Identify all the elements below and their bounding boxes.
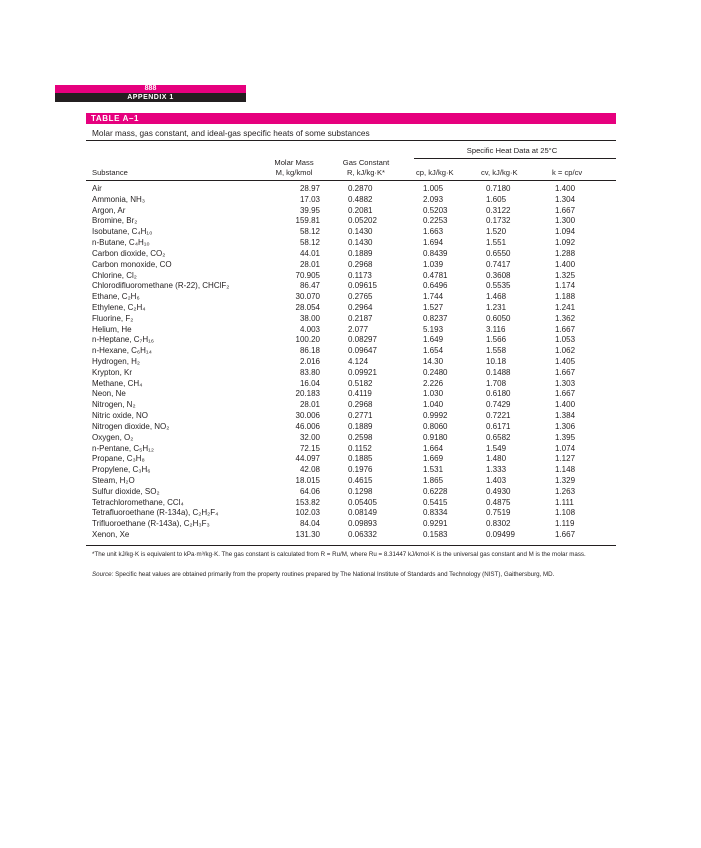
gas-constant-cell: 0.09893 (348, 519, 377, 529)
substance-cell: Nitric oxide, NO (92, 411, 149, 421)
k-ratio-cell: 1.263 (555, 486, 576, 496)
group-underline (414, 158, 616, 159)
gas-constant-cell: 0.1173 (348, 270, 372, 280)
cp-cell: 14.30 (423, 357, 444, 366)
k-ratio-cell: 1.241 (555, 302, 576, 312)
cv-cell: 1.566 (486, 335, 507, 345)
header-cp: cp, kJ/kg·K (416, 168, 454, 177)
header-gas-const-1: Gas Constant (342, 158, 390, 167)
cv-cell: 0.8302 (486, 519, 511, 529)
gas-constant-cell: 0.1885 (348, 454, 373, 464)
k-ratio-cell: 1.400 (555, 259, 576, 269)
data-table-body (0, 184, 701, 541)
cp-cell: 1.694 (423, 238, 444, 248)
molar-mass-cell: 20.183 (295, 389, 320, 399)
page-number: 888 (55, 85, 246, 93)
table-row (0, 422, 701, 433)
k-ratio-cell: 1.094 (555, 227, 576, 237)
cv-cell: 0.1488 (486, 367, 511, 377)
table-row (0, 508, 701, 519)
cv-cell: 0.3122 (486, 205, 511, 215)
molar-mass-cell: 46.006 (295, 421, 320, 431)
k-ratio-cell: 1.119 (555, 519, 575, 529)
cv-cell: 0.5535 (486, 281, 511, 291)
table-row (0, 498, 701, 509)
k-ratio-cell: 1.062 (555, 346, 576, 356)
cp-cell: 2.093 (423, 194, 444, 204)
molar-mass-cell: 18.015 (295, 475, 320, 485)
k-ratio-cell: 1.108 (555, 508, 576, 518)
k-ratio-cell: 1.303 (555, 378, 576, 388)
table-row (0, 314, 701, 325)
cv-cell: 1.549 (486, 443, 507, 453)
cv-cell: 0.09499 (486, 530, 515, 539)
molar-mass-cell: 17.03 (299, 194, 320, 204)
table-row (0, 303, 701, 314)
substance-cell: Argon, Ar (92, 205, 126, 215)
cp-cell: 1.663 (423, 227, 444, 237)
header-cv: cv, kJ/kg·K (481, 168, 518, 177)
molar-mass-cell: 2.016 (299, 357, 320, 366)
gas-constant-cell: 0.2771 (348, 411, 373, 421)
table-row (0, 249, 701, 260)
substance-cell: Neon, Ne (92, 389, 126, 399)
cv-cell: 1.480 (486, 454, 507, 464)
cv-cell: 0.6050 (486, 313, 511, 323)
table-row (0, 444, 701, 455)
molar-mass-cell: 58.12 (299, 238, 320, 248)
table-row (0, 476, 701, 487)
k-ratio-cell: 1.362 (555, 313, 576, 323)
molar-mass-cell: 39.95 (299, 205, 320, 215)
gas-constant-cell: 0.2964 (348, 302, 373, 312)
gas-constant-cell: 0.4119 (348, 389, 372, 399)
cp-cell: 1.744 (423, 292, 444, 302)
cv-cell: 3.116 (486, 324, 506, 334)
gas-constant-cell: 0.5182 (348, 378, 373, 388)
gas-constant-cell: 0.06332 (348, 530, 377, 539)
cv-cell: 1.231 (486, 302, 507, 312)
molar-mass-cell: 4.003 (299, 324, 320, 334)
molar-mass-cell: 102.03 (295, 508, 320, 518)
cv-cell: 0.4875 (486, 497, 511, 507)
cv-cell: 0.1732 (486, 216, 511, 226)
cv-cell: 0.6550 (486, 248, 511, 258)
cp-cell: 0.9992 (423, 411, 448, 421)
gas-constant-cell: 0.08297 (348, 335, 377, 345)
k-ratio-cell: 1.395 (555, 432, 576, 442)
molar-mass-cell: 44.097 (295, 454, 320, 464)
table-row (0, 454, 701, 465)
k-ratio-cell: 1.400 (555, 184, 576, 193)
header-rule (86, 180, 616, 181)
substance-cell: Propylene, C₃H₆ (92, 465, 151, 475)
substance-cell: Isobutane, C₄H₁₀ (92, 227, 153, 237)
k-ratio-cell: 1.667 (555, 367, 576, 377)
cp-cell: 0.8060 (423, 421, 448, 431)
cp-cell: 0.8334 (423, 508, 448, 518)
cp-cell: 0.5415 (423, 497, 448, 507)
substance-cell: Chlorodifluoromethane (R-22), CHClF₂ (92, 281, 230, 291)
cp-cell: 1.531 (423, 465, 444, 475)
molar-mass-cell: 44.01 (299, 248, 320, 258)
table-label: TABLE A–1 (86, 113, 616, 124)
k-ratio-cell: 1.111 (555, 497, 574, 507)
table-row (0, 519, 701, 530)
cp-cell: 1.865 (423, 475, 444, 485)
molar-mass-cell: 100.20 (295, 335, 320, 345)
substance-cell: Tetrachloromethane, CCl₄ (92, 497, 184, 507)
molar-mass-cell: 159.81 (295, 216, 320, 226)
table-row (0, 325, 701, 336)
cp-cell: 0.5203 (423, 205, 448, 215)
gas-constant-cell: 0.1298 (348, 486, 373, 496)
substance-cell: Steam, H₂O (92, 475, 135, 485)
substance-cell: Xenon, Xe (92, 530, 130, 539)
cp-cell: 1.654 (423, 346, 444, 356)
substance-cell: Chlorine, Cl₂ (92, 270, 137, 280)
k-ratio-cell: 1.074 (555, 443, 576, 453)
table-row (0, 465, 701, 476)
table-row (0, 433, 701, 444)
molar-mass-cell: 83.80 (299, 367, 320, 377)
substance-cell: n-Heptane, C₇H₁₆ (92, 335, 155, 345)
cv-cell: 0.6180 (486, 389, 511, 399)
table-row (0, 487, 701, 498)
gas-constant-cell: 0.4882 (348, 194, 373, 204)
cp-cell: 0.6228 (423, 486, 448, 496)
cv-cell: 0.4930 (486, 486, 511, 496)
substance-cell: Fluorine, F₂ (92, 313, 134, 323)
substance-cell: Bromine, Br₂ (92, 216, 138, 226)
k-ratio-cell: 1.400 (555, 400, 576, 410)
k-ratio-cell: 1.667 (555, 205, 576, 215)
cv-cell: 1.333 (486, 465, 507, 475)
molar-mass-cell: 70.905 (295, 270, 320, 280)
cp-cell: 1.030 (423, 389, 444, 399)
substance-cell: Air (92, 184, 102, 193)
k-ratio-cell: 1.092 (555, 238, 576, 248)
header-gas-const-2: R, kJ/kg·K* (347, 168, 385, 177)
cp-cell: 0.2480 (423, 367, 448, 377)
k-ratio-cell: 1.329 (555, 475, 576, 485)
gas-constant-cell: 4.124 (348, 357, 369, 366)
molar-mass-cell: 42.08 (299, 465, 320, 475)
cp-cell: 2.226 (423, 378, 444, 388)
k-ratio-cell: 1.667 (555, 389, 576, 399)
molar-mass-cell: 86.18 (299, 346, 320, 356)
gas-constant-cell: 0.1976 (348, 465, 373, 475)
table-row (0, 292, 701, 303)
table-row (0, 281, 701, 292)
cv-cell: 0.7221 (486, 411, 511, 421)
k-ratio-cell: 1.304 (555, 194, 576, 204)
k-ratio-cell: 1.325 (555, 270, 576, 280)
table-row (0, 379, 701, 390)
molar-mass-cell: 30.006 (295, 411, 320, 421)
substance-cell: Propane, C₃H₈ (92, 454, 145, 464)
cv-cell: 1.605 (486, 194, 507, 204)
top-rule (86, 140, 616, 141)
table-caption: Molar mass, gas constant, and ideal-gas specific heats of some substances (92, 128, 370, 138)
cp-cell: 0.9180 (423, 432, 448, 442)
cp-cell: 0.9291 (423, 519, 448, 529)
cp-cell: 0.1583 (423, 530, 448, 539)
table-row (0, 530, 701, 541)
cp-cell: 0.2253 (423, 216, 448, 226)
cp-cell: 1.664 (423, 443, 444, 453)
molar-mass-cell: 58.12 (299, 227, 320, 237)
substance-cell: n-Hexane, C₆H₁₄ (92, 346, 152, 356)
header-k: k = cp/cv (552, 168, 583, 177)
header-specific-heat-group: Specific Heat Data at 25°C (466, 146, 558, 155)
k-ratio-cell: 1.053 (555, 335, 576, 345)
molar-mass-cell: 28.97 (299, 184, 320, 193)
source-label: Source: (92, 571, 114, 578)
molar-mass-cell: 86.47 (299, 281, 320, 291)
table-row (0, 346, 701, 357)
cp-cell: 0.8237 (423, 313, 448, 323)
cv-cell: 1.558 (486, 346, 507, 356)
k-ratio-cell: 1.188 (555, 292, 576, 302)
k-ratio-cell: 1.667 (555, 324, 576, 334)
cp-cell: 0.8439 (423, 248, 448, 258)
molar-mass-cell: 153.82 (295, 497, 320, 507)
gas-constant-cell: 0.1430 (348, 238, 373, 248)
cv-cell: 1.551 (486, 238, 507, 248)
substance-cell: Methane, CH₄ (92, 378, 143, 388)
gas-constant-cell: 0.1889 (348, 248, 373, 258)
table-row (0, 260, 701, 271)
k-ratio-cell: 1.127 (555, 454, 576, 464)
gas-constant-cell: 0.05202 (348, 216, 377, 226)
table-row (0, 400, 701, 411)
header-molar-mass-2: M, kg/kmol (275, 168, 313, 177)
molar-mass-cell: 32.00 (299, 432, 320, 442)
substance-cell: Krypton, Kr (92, 367, 133, 377)
table-row (0, 238, 701, 249)
substance-cell: Oxygen, O₂ (92, 432, 134, 442)
cp-cell: 1.040 (423, 400, 444, 410)
cp-cell: 5.193 (423, 324, 444, 334)
cv-cell: 0.7519 (486, 508, 511, 518)
gas-constant-cell: 0.2187 (348, 313, 373, 323)
cv-cell: 1.468 (486, 292, 507, 302)
table-row (0, 227, 701, 238)
k-ratio-cell: 1.300 (555, 216, 576, 226)
substance-cell: Sulfur dioxide, SO₂ (92, 486, 160, 496)
substance-cell: Ethane, C₂H₆ (92, 292, 140, 302)
k-ratio-cell: 1.174 (555, 281, 576, 291)
table-row (0, 368, 701, 379)
gas-constant-cell: 0.2870 (348, 184, 373, 193)
substance-cell: Nitrogen dioxide, NO₂ (92, 421, 170, 431)
substance-cell: n-Butane, C₄H₁₀ (92, 238, 150, 248)
cv-cell: 0.3608 (486, 270, 511, 280)
molar-mass-cell: 30.070 (295, 292, 320, 302)
substance-cell: Carbon monoxide, CO (92, 259, 172, 269)
k-ratio-cell: 1.384 (555, 411, 576, 421)
table-row (0, 411, 701, 422)
footnote: *The unit kJ/kg·K is equivalent to kPa·m³/kg·K. The gas constant is calculated from R = Ru/M, where Ru = 8.31447 kJ/kmol·K is the universal gas constant and M is the molar mass. (92, 551, 586, 558)
cv-cell: 1.520 (486, 227, 507, 237)
substance-cell: Trifluoroethane (R-143a), C₂H₃F₃ (92, 519, 210, 529)
bottom-rule (86, 545, 616, 546)
cv-cell: 1.403 (486, 475, 507, 485)
k-ratio-cell: 1.288 (555, 248, 576, 258)
molar-mass-cell: 16.04 (299, 378, 320, 388)
table-row (0, 195, 701, 206)
substance-cell: Helium, He (92, 324, 132, 334)
cv-cell: 0.7429 (486, 400, 511, 410)
gas-constant-cell: 0.09647 (348, 346, 377, 356)
gas-constant-cell: 0.09615 (348, 281, 377, 291)
table-row (0, 389, 701, 400)
table-row (0, 335, 701, 346)
gas-constant-cell: 0.2765 (348, 292, 373, 302)
table-row (0, 357, 701, 368)
table-row (0, 184, 701, 195)
substance-cell: Ethylene, C₂H₄ (92, 302, 146, 312)
cp-cell: 1.669 (423, 454, 444, 464)
molar-mass-cell: 84.04 (299, 519, 320, 529)
source-text: Specific heat values are obtained primarily from the property routines prepared by The National Institute of Standards and Technology (NIST), Gaithersburg, MD. (115, 571, 555, 578)
cv-cell: 0.7180 (486, 184, 511, 193)
cv-cell: 10.18 (486, 357, 507, 366)
header-substance: Substance (92, 168, 128, 177)
header-molar-mass-1: Molar Mass (274, 158, 314, 167)
gas-constant-cell: 0.05405 (348, 497, 377, 507)
k-ratio-cell: 1.306 (555, 421, 576, 431)
molar-mass-cell: 72.15 (299, 443, 320, 453)
source-note (92, 571, 612, 580)
gas-constant-cell: 0.09921 (348, 367, 377, 377)
gas-constant-cell: 0.2968 (348, 259, 373, 269)
gas-constant-cell: 0.1152 (348, 443, 372, 453)
molar-mass-cell: 28.054 (295, 302, 320, 312)
substance-cell: Carbon dioxide, CO₂ (92, 248, 166, 258)
molar-mass-cell: 28.01 (299, 400, 320, 410)
gas-constant-cell: 2.077 (348, 324, 369, 334)
cp-cell: 1.039 (423, 259, 444, 269)
molar-mass-cell: 28.01 (299, 259, 320, 269)
cp-cell: 1.649 (423, 335, 444, 345)
gas-constant-cell: 0.1430 (348, 227, 373, 237)
k-ratio-cell: 1.148 (555, 465, 576, 475)
cv-cell: 1.708 (486, 378, 507, 388)
substance-cell: Nitrogen, N₂ (92, 400, 136, 410)
gas-constant-cell: 0.1889 (348, 421, 373, 431)
substance-cell: Hydrogen, H₂ (92, 357, 141, 366)
cp-cell: 1.005 (423, 184, 444, 193)
gas-constant-cell: 0.2081 (348, 205, 373, 215)
cp-cell: 1.527 (423, 302, 444, 312)
k-ratio-cell: 1.667 (555, 530, 576, 539)
k-ratio-cell: 1.405 (555, 357, 576, 366)
gas-constant-cell: 0.08149 (348, 508, 377, 518)
molar-mass-cell: 131.30 (295, 530, 320, 539)
table-row (0, 271, 701, 282)
cv-cell: 0.6582 (486, 432, 511, 442)
cv-cell: 0.7417 (486, 259, 511, 269)
molar-mass-cell: 38.00 (299, 313, 320, 323)
table-row (0, 216, 701, 227)
substance-cell: Ammonia, NH₃ (92, 194, 146, 204)
gas-constant-cell: 0.4615 (348, 475, 373, 485)
gas-constant-cell: 0.2598 (348, 432, 373, 442)
table-row (0, 206, 701, 217)
cp-cell: 0.6496 (423, 281, 448, 291)
substance-cell: Tetrafluoroethane (R-134a), C₂H₂F₄ (92, 508, 219, 518)
cv-cell: 0.6171 (486, 421, 511, 431)
gas-constant-cell: 0.2968 (348, 400, 373, 410)
appendix-label: APPENDIX 1 (55, 93, 246, 102)
substance-cell: n-Pentane, C₅H₁₂ (92, 443, 154, 453)
molar-mass-cell: 64.06 (299, 486, 320, 496)
cp-cell: 0.4781 (423, 270, 448, 280)
